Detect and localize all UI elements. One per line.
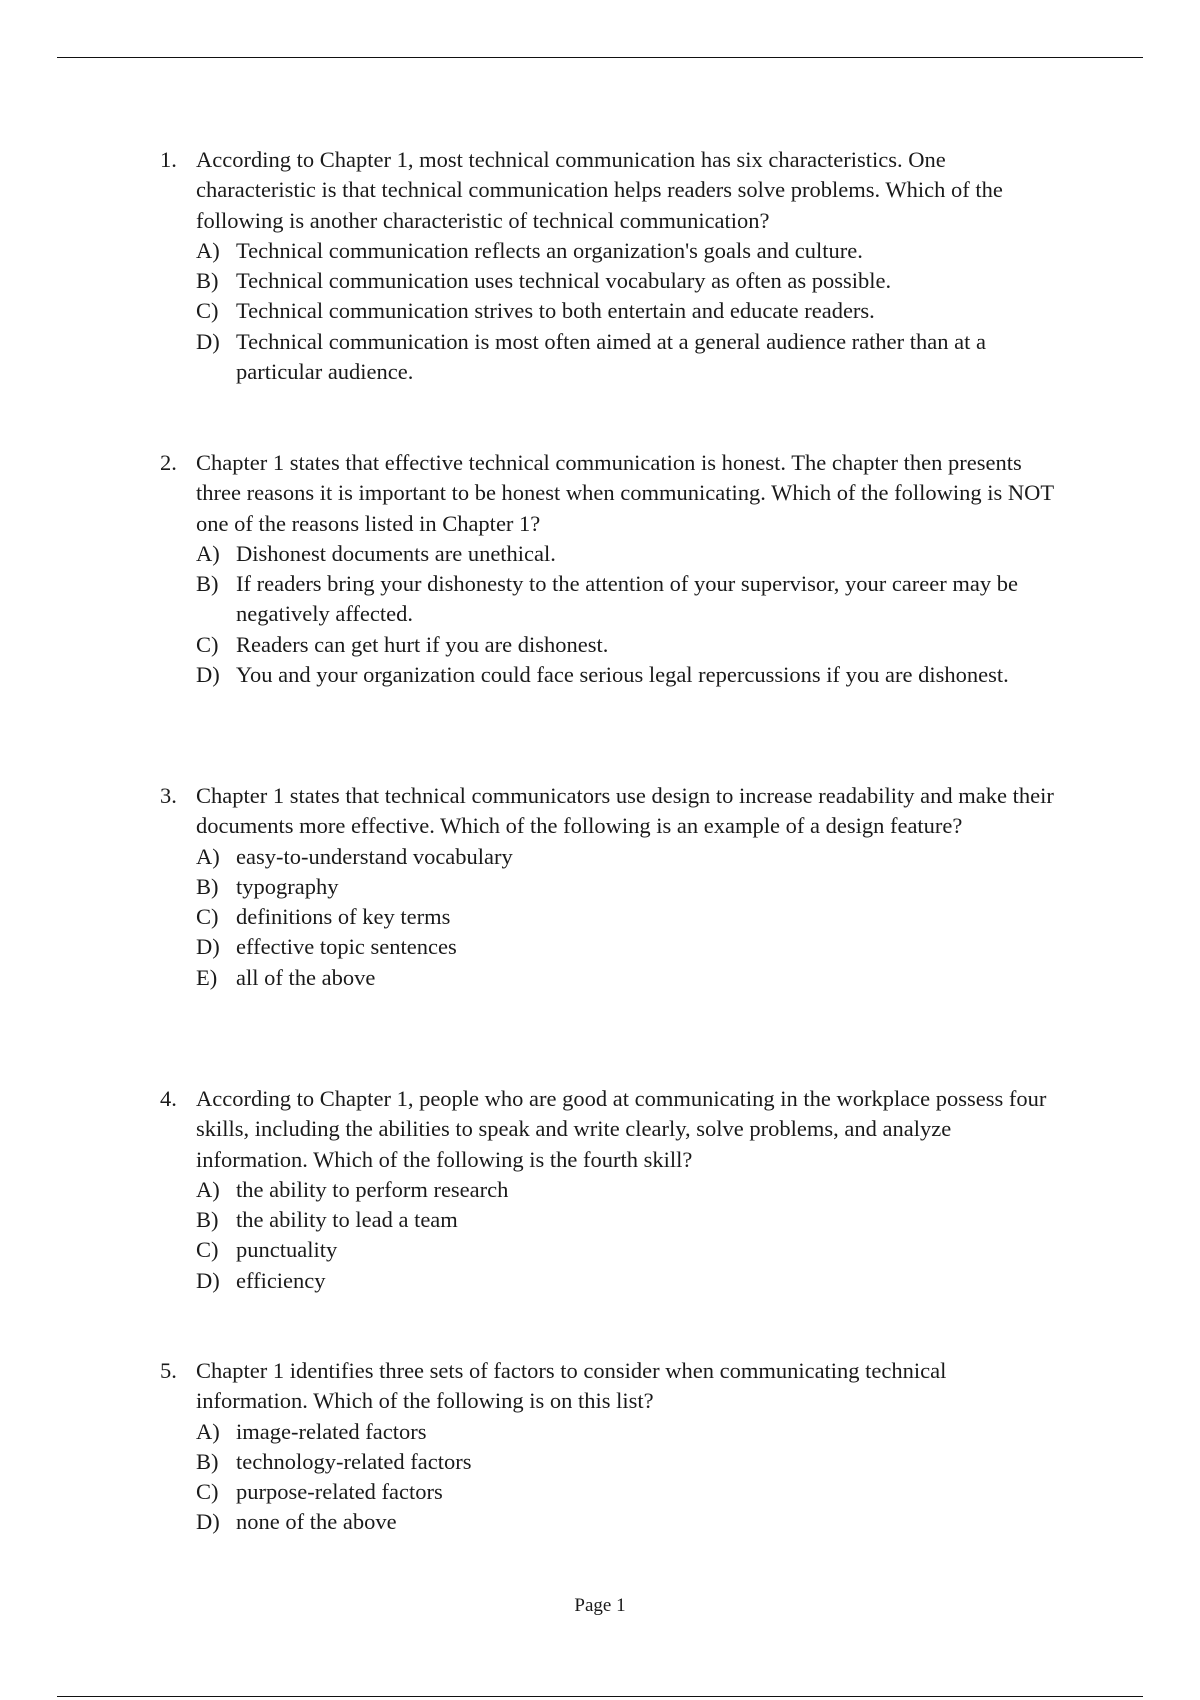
question-text: Chapter 1 states that technical communicators use design to increase readability and make their documents more effective. Which of the following is an example of a design feature? — [196, 783, 1054, 839]
answer-option — [196, 1447, 1060, 1477]
answer-option — [196, 660, 1060, 690]
option-text: You and your organization could face serious legal repercussions if you are dishonest. — [236, 662, 1009, 688]
answer-option — [196, 1205, 1060, 1235]
question-2 — [160, 448, 1060, 690]
question-number: 1. — [160, 147, 177, 172]
option-text: the ability to perform research — [236, 1176, 509, 1202]
option-letter: E) — [196, 964, 218, 990]
answer-options — [196, 539, 1060, 690]
answer-option — [196, 1507, 1060, 1537]
option-text: If readers bring your dishonesty to the attention of your supervisor, your career may be negatively affected. — [236, 571, 1018, 627]
option-letter: B) — [196, 268, 219, 294]
bottom-rule — [57, 1696, 1143, 1697]
answer-option — [196, 1235, 1060, 1265]
option-letter: C) — [196, 631, 219, 657]
option-text: typography — [236, 873, 339, 899]
answer-option — [196, 296, 1060, 326]
answer-options — [196, 236, 1060, 387]
question-number: 4. — [160, 1086, 177, 1111]
option-letter: B) — [196, 1207, 219, 1233]
answer-option — [196, 842, 1060, 872]
page-number: Page 1 — [574, 1595, 626, 1616]
answer-option — [196, 630, 1060, 660]
option-letter: B) — [196, 873, 219, 899]
option-letter: D) — [196, 662, 220, 688]
option-text: Technical communication uses technical vocabulary as often as possible. — [236, 268, 892, 294]
option-text: easy-to-understand vocabulary — [236, 843, 513, 869]
option-letter: A) — [196, 1418, 220, 1444]
answer-option — [196, 1477, 1060, 1507]
option-text: technology-related factors — [236, 1448, 472, 1474]
answer-option — [196, 539, 1060, 569]
option-text: efficiency — [236, 1267, 326, 1293]
option-text: all of the above — [236, 964, 376, 990]
question-5 — [160, 1356, 1060, 1538]
option-letter: D) — [196, 1267, 220, 1293]
option-letter: D) — [196, 934, 220, 960]
option-text: Technical communication is most often aimed at a general audience rather than at a particular audience. — [236, 328, 986, 385]
option-letter: A) — [196, 237, 220, 263]
option-text: punctuality — [236, 1237, 338, 1263]
option-letter: D) — [196, 328, 220, 354]
question-4 — [160, 1084, 1060, 1296]
option-text: Readers can get hurt if you are dishonest. — [236, 631, 609, 657]
answer-options — [196, 842, 1060, 993]
answer-option — [196, 1417, 1060, 1447]
answer-option — [196, 236, 1060, 266]
option-text: the ability to lead a team — [236, 1207, 458, 1233]
option-letter: B) — [196, 1448, 219, 1474]
answer-option — [196, 569, 1060, 630]
option-text: none of the above — [236, 1509, 397, 1535]
option-text: definitions of key terms — [236, 904, 451, 930]
answer-options — [196, 1417, 1060, 1538]
option-letter: B) — [196, 571, 219, 597]
question-number: 3. — [160, 783, 177, 808]
answer-option — [196, 872, 1060, 902]
question-text: According to Chapter 1, people who are good at communicating in the workplace possess four skills, including the abilities to speak and write clearly, solve problems, and analyze information. Which of the following is the fourth skill? — [196, 1086, 1047, 1172]
option-text: purpose-related factors — [236, 1479, 443, 1505]
answer-option — [196, 327, 1060, 388]
answer-option — [196, 1266, 1060, 1296]
option-letter: D) — [196, 1509, 220, 1535]
answer-option — [196, 932, 1060, 962]
answer-option — [196, 902, 1060, 932]
option-text: effective topic sentences — [236, 934, 457, 960]
option-letter: C) — [196, 1237, 219, 1263]
option-letter: C) — [196, 904, 219, 930]
question-1 — [160, 145, 1060, 387]
question-number: 5. — [160, 1358, 177, 1383]
answer-option — [196, 266, 1060, 296]
question-text: According to Chapter 1, most technical communication has six characteristics. One characteristic is that technical communication helps readers solve problems. Which of the following is another characteristic of technical communication? — [196, 147, 1003, 233]
answer-option — [196, 1175, 1060, 1205]
option-letter: C) — [196, 1479, 219, 1505]
question-number: 2. — [160, 450, 177, 475]
option-letter: A) — [196, 1176, 220, 1202]
question-text: Chapter 1 states that effective technical communication is honest. The chapter then presents three reasons it is important to be honest when communicating. Which of the following is NOT one of the reasons listed in Chapter 1? — [196, 450, 1054, 536]
answer-options — [196, 1175, 1060, 1296]
question-3 — [160, 781, 1060, 993]
option-letter: A) — [196, 843, 220, 869]
option-text: Technical communication reflects an organization's goals and culture. — [236, 237, 863, 263]
question-text: Chapter 1 identifies three sets of factors to consider when communicating technical information. Which of the following is on this list? — [196, 1358, 947, 1414]
option-text: Technical communication strives to both entertain and educate readers. — [236, 298, 875, 324]
option-text: image-related factors — [236, 1418, 427, 1444]
option-letter: C) — [196, 298, 219, 324]
answer-option — [196, 963, 1060, 993]
top-rule — [57, 57, 1143, 58]
option-text: Dishonest documents are unethical. — [236, 540, 556, 566]
option-letter: A) — [196, 540, 220, 566]
